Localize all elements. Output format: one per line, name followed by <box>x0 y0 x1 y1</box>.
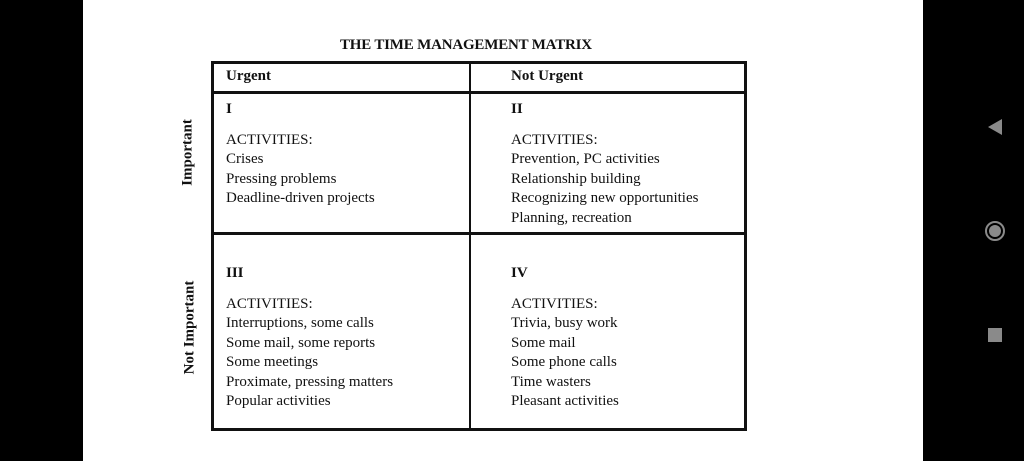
home-button[interactable] <box>980 216 1010 246</box>
quadrant-numeral: II <box>511 101 523 117</box>
circle-home-icon <box>984 220 1006 242</box>
column-header-not-urgent: Not Urgent <box>511 68 584 84</box>
list-item: Proximate, pressing matters <box>226 373 394 390</box>
quadrant-2 <box>511 100 698 228</box>
list-item: Relationship building <box>511 170 641 187</box>
quadrant-numeral: III <box>226 265 244 281</box>
list-item: Trivia, busy work <box>511 315 618 331</box>
list-item: Some mail <box>511 334 576 351</box>
row-label-not-important: Not Important <box>181 280 198 375</box>
quadrant-heading: ACTIVITIES: <box>511 131 598 148</box>
matrix-divider-middle <box>214 232 744 235</box>
column-header-urgent: Urgent <box>226 68 271 84</box>
matrix-title: THE TIME MANAGEMENT MATRIX <box>340 37 592 53</box>
quadrant-heading: ACTIVITIES: <box>226 295 313 312</box>
matrix-divider-header <box>214 91 744 94</box>
quadrant-numeral: I <box>226 101 232 117</box>
quadrant-numeral: IV <box>511 265 528 281</box>
document-page <box>83 0 923 461</box>
list-item: Deadline-driven projects <box>226 190 375 206</box>
list-item: Recognizing new opportunities <box>511 190 699 206</box>
list-item: Prevention, PC activities <box>511 151 660 167</box>
time-management-matrix <box>211 61 747 431</box>
list-item: Some phone calls <box>511 354 617 370</box>
list-item: Pressing problems <box>226 170 337 187</box>
row-label-important: Important <box>179 119 196 186</box>
quadrant-heading: ACTIVITIES: <box>226 131 313 148</box>
recents-button[interactable] <box>980 320 1010 350</box>
matrix-divider-vertical <box>469 64 471 428</box>
list-item: Some meetings <box>226 354 319 370</box>
list-item: Popular activities <box>226 393 331 409</box>
square-recents-icon <box>987 327 1003 343</box>
list-item: Pleasant activities <box>511 393 619 409</box>
list-item: Planning, recreation <box>511 209 632 226</box>
back-button[interactable] <box>980 112 1010 142</box>
quadrant-heading: ACTIVITIES: <box>511 295 598 312</box>
list-item: Crises <box>226 151 264 167</box>
list-item: Interruptions, some calls <box>226 315 374 331</box>
quadrant-4 <box>511 264 619 412</box>
triangle-back-icon <box>987 118 1003 136</box>
quadrant-3 <box>226 264 393 412</box>
list-item: Some mail, some reports <box>226 334 376 351</box>
list-item: Time wasters <box>511 373 591 390</box>
quadrant-1 <box>226 100 375 209</box>
